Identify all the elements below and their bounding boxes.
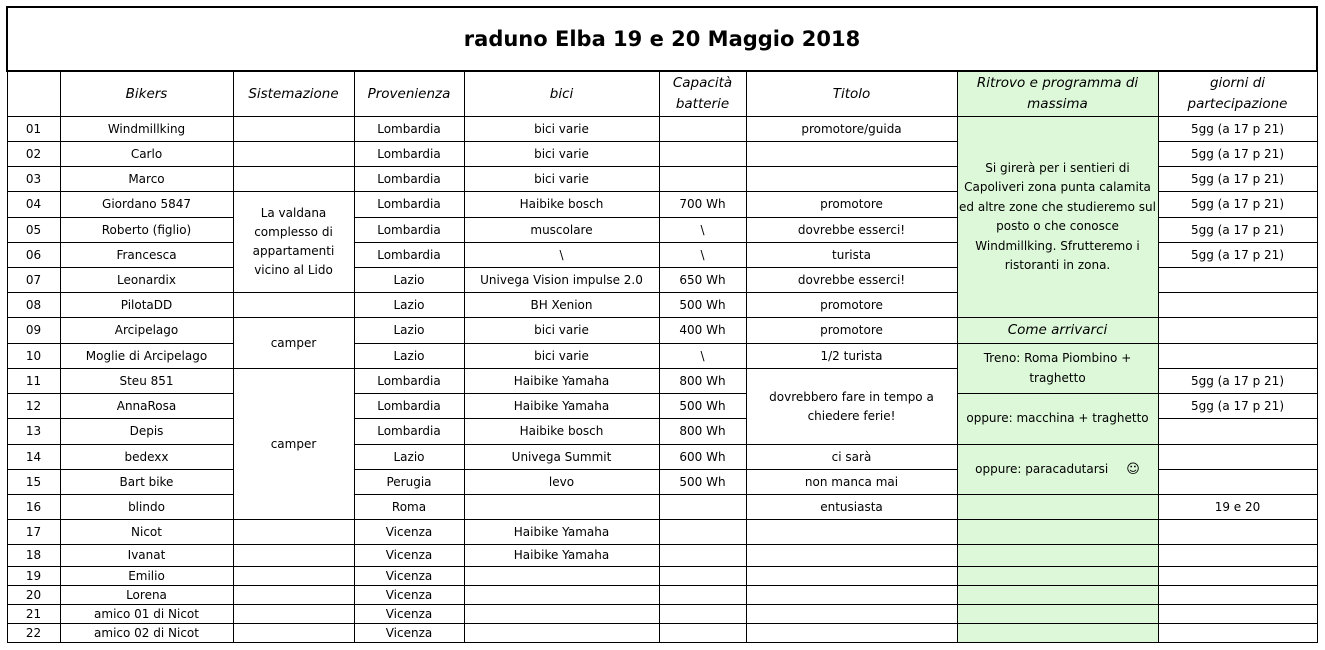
provenienza-cell: Lombardia xyxy=(354,192,464,218)
provenienza-cell: Vicenza xyxy=(354,545,464,567)
bici-cell: bici varie xyxy=(464,318,659,344)
titolo-cell: promotore xyxy=(746,293,957,318)
come-arrivarci-heading-label: Come arrivarci xyxy=(1007,322,1108,338)
titolo-cell xyxy=(746,545,957,567)
capacita-cell xyxy=(659,142,746,167)
header-provenienza: Provenienza xyxy=(354,71,464,117)
biker-name: Giordano 5847 xyxy=(60,192,233,218)
titolo-cell: promotore/guida xyxy=(746,117,957,142)
giorni-cell xyxy=(1158,624,1317,643)
table-row xyxy=(7,624,1317,643)
titolo-cell: turista xyxy=(746,243,957,268)
provenienza-cell: Vicenza xyxy=(354,520,464,545)
header-sistemazione: Sistemazione xyxy=(233,71,354,117)
capacita-cell xyxy=(659,624,746,643)
programma-text xyxy=(957,117,1158,318)
table-row xyxy=(7,394,1317,419)
giorni-cell: 5gg (a 17 p 21) xyxy=(1158,117,1317,142)
bici-cell: \ xyxy=(464,243,659,268)
capacita-cell xyxy=(659,520,746,545)
capacita-cell: 800 Wh xyxy=(659,369,746,394)
capacita-cell xyxy=(659,586,746,605)
row-number: 17 xyxy=(7,520,60,545)
table-row xyxy=(7,495,1317,520)
row-number: 10 xyxy=(7,344,60,369)
titolo-cell: promotore xyxy=(746,192,957,218)
sistemazione-cell xyxy=(233,167,354,192)
programma-cell xyxy=(957,495,1158,520)
table-row xyxy=(7,605,1317,624)
row-number: 04 xyxy=(7,192,60,218)
giorni-cell xyxy=(1158,586,1317,605)
titolo-cell: dovrebbe esserci! xyxy=(746,268,957,293)
bici-cell xyxy=(464,605,659,624)
participants-table xyxy=(6,6,1318,643)
provenienza-cell: Lazio xyxy=(354,318,464,344)
bici-cell: Haibike Yamaha xyxy=(464,545,659,567)
provenienza-cell: Lazio xyxy=(354,445,464,470)
titolo-cell: dovrebbe esserci! xyxy=(746,218,957,243)
capacita-cell: \ xyxy=(659,344,746,369)
giorni-cell xyxy=(1158,293,1317,318)
biker-name: AnnaRosa xyxy=(60,394,233,419)
giorni-cell: 5gg (a 17 p 21) xyxy=(1158,243,1317,268)
bici-cell: Haibike bosch xyxy=(464,419,659,445)
header-capacita: Capacità batterie xyxy=(659,71,746,117)
programma-cell xyxy=(957,624,1158,643)
paracadute-info-label: oppure: paracadutarsi xyxy=(975,461,1109,476)
table-row xyxy=(7,586,1317,605)
row-number: 03 xyxy=(7,167,60,192)
provenienza-cell: Lombardia xyxy=(354,117,464,142)
sistemazione-cell xyxy=(233,605,354,624)
giorni-cell xyxy=(1158,470,1317,495)
capacita-cell: 500 Wh xyxy=(659,470,746,495)
sistemazione-valdana: La valdana complesso di appartamenti vicino al Lido xyxy=(233,192,354,293)
biker-name: amico 01 di Nicot xyxy=(60,605,233,624)
bici-cell: levo xyxy=(464,470,659,495)
row-number: 18 xyxy=(7,545,60,567)
giorni-cell xyxy=(1158,545,1317,567)
capacita-cell xyxy=(659,495,746,520)
giorni-cell: 5gg (a 17 p 21) xyxy=(1158,394,1317,419)
sistemazione-camper: camper xyxy=(233,369,354,520)
header-bikers: Bikers xyxy=(60,71,233,117)
table-row xyxy=(7,520,1317,545)
biker-name: Bart bike xyxy=(60,470,233,495)
titolo-ferie: dovrebbero fare in tempo a chiedere ferie! xyxy=(746,369,957,445)
row-number: 11 xyxy=(7,369,60,394)
biker-name: amico 02 di Nicot xyxy=(60,624,233,643)
sistemazione-cell xyxy=(233,293,354,318)
sistemazione-cell xyxy=(233,567,354,586)
biker-name: Moglie di Arcipelago xyxy=(60,344,233,369)
biker-name: Carlo xyxy=(60,142,233,167)
giorni-cell xyxy=(1158,318,1317,344)
sistemazione-cell xyxy=(233,586,354,605)
provenienza-cell: Vicenza xyxy=(354,586,464,605)
table-row xyxy=(7,445,1317,470)
bici-cell: bici varie xyxy=(464,142,659,167)
smiley-icon: ☺ xyxy=(1126,461,1140,477)
capacita-cell: \ xyxy=(659,243,746,268)
capacita-cell xyxy=(659,567,746,586)
capacita-cell: 800 Wh xyxy=(659,419,746,445)
sistemazione-cell xyxy=(233,142,354,167)
bici-cell: bici varie xyxy=(464,344,659,369)
row-number: 14 xyxy=(7,445,60,470)
capacita-cell: 650 Wh xyxy=(659,268,746,293)
titolo-cell xyxy=(746,520,957,545)
provenienza-cell: Roma xyxy=(354,495,464,520)
capacita-cell xyxy=(659,605,746,624)
biker-name: Windmillking xyxy=(60,117,233,142)
header-titolo: Titolo xyxy=(746,71,957,117)
biker-name: Depis xyxy=(60,419,233,445)
giorni-cell: 19 e 20 xyxy=(1158,495,1317,520)
capacita-cell: 500 Wh xyxy=(659,394,746,419)
programma-cell xyxy=(957,586,1158,605)
biker-name: bedexx xyxy=(60,445,233,470)
row-number: 01 xyxy=(7,117,60,142)
giorni-cell xyxy=(1158,520,1317,545)
provenienza-cell: Lombardia xyxy=(354,218,464,243)
titolo-cell xyxy=(746,142,957,167)
table-row xyxy=(7,318,1317,344)
giorni-cell xyxy=(1158,605,1317,624)
table-row xyxy=(7,344,1317,369)
programma-text-label: Si girerà per i sentieri di Capoliveri zona punta calamita ed altre zone che studieremo sul posto o che conosce Windmillking. Sfrutteremo i ristoranti in zona. xyxy=(959,160,1156,272)
biker-name: PilotaDD xyxy=(60,293,233,318)
giorni-cell xyxy=(1158,344,1317,369)
biker-name: Roberto (figlio) xyxy=(60,218,233,243)
biker-name: Francesca xyxy=(60,243,233,268)
biker-name: Lorena xyxy=(60,586,233,605)
titolo-cell xyxy=(746,605,957,624)
bici-cell: bici varie xyxy=(464,117,659,142)
table-row xyxy=(7,545,1317,567)
bici-cell: Haibike Yamaha xyxy=(464,394,659,419)
row-number: 02 xyxy=(7,142,60,167)
bici-cell xyxy=(464,624,659,643)
header-ritrovo: Ritrovo e programma di massima xyxy=(957,71,1158,117)
sistemazione-cell xyxy=(233,117,354,142)
bici-cell: bici varie xyxy=(464,167,659,192)
header-giorni: giorni di partecipazione xyxy=(1158,71,1317,117)
provenienza-cell: Lazio xyxy=(354,268,464,293)
biker-name: Nicot xyxy=(60,520,233,545)
biker-name: Leonardix xyxy=(60,268,233,293)
biker-name: Ivanat xyxy=(60,545,233,567)
titolo-cell: non manca mai xyxy=(746,470,957,495)
titolo-cell: entusiasta xyxy=(746,495,957,520)
giorni-cell xyxy=(1158,268,1317,293)
table-row xyxy=(7,567,1317,586)
provenienza-cell: Lazio xyxy=(354,344,464,369)
sistemazione-camper: camper xyxy=(233,318,354,369)
biker-name: Steu 851 xyxy=(60,369,233,394)
biker-name: Arcipelago xyxy=(60,318,233,344)
titolo-cell xyxy=(746,624,957,643)
capacita-cell: 400 Wh xyxy=(659,318,746,344)
row-number: 19 xyxy=(7,567,60,586)
treno-info xyxy=(957,344,1158,394)
table-row xyxy=(7,117,1317,142)
bici-cell: Haibike bosch xyxy=(464,192,659,218)
bici-cell xyxy=(464,586,659,605)
bici-cell xyxy=(464,495,659,520)
capacita-cell: 500 Wh xyxy=(659,293,746,318)
giorni-cell: 5gg (a 17 p 21) xyxy=(1158,142,1317,167)
titolo-cell: promotore xyxy=(746,318,957,344)
biker-name: Marco xyxy=(60,167,233,192)
bici-cell: Univega Vision impulse 2.0 xyxy=(464,268,659,293)
header-bici: bici xyxy=(464,71,659,117)
biker-name: Emilio xyxy=(60,567,233,586)
giorni-cell: 5gg (a 17 p 21) xyxy=(1158,192,1317,218)
row-number: 21 xyxy=(7,605,60,624)
giorni-cell: 5gg (a 17 p 21) xyxy=(1158,167,1317,192)
giorni-cell xyxy=(1158,445,1317,470)
provenienza-cell: Lombardia xyxy=(354,394,464,419)
titolo-cell xyxy=(746,167,957,192)
biker-name: blindo xyxy=(60,495,233,520)
row-number: 12 xyxy=(7,394,60,419)
macchina-info-label: oppure: macchina + traghetto xyxy=(966,411,1149,426)
programma-cell xyxy=(957,605,1158,624)
provenienza-cell: Lombardia xyxy=(354,142,464,167)
macchina-info xyxy=(957,394,1158,445)
titolo-cell xyxy=(746,586,957,605)
row-number: 22 xyxy=(7,624,60,643)
titolo-cell xyxy=(746,567,957,586)
sistemazione-cell xyxy=(233,545,354,567)
giorni-cell xyxy=(1158,419,1317,445)
provenienza-cell: Vicenza xyxy=(354,605,464,624)
capacita-cell xyxy=(659,167,746,192)
sistemazione-cell xyxy=(233,624,354,643)
header-number xyxy=(7,71,60,117)
row-number: 09 xyxy=(7,318,60,344)
capacita-cell: 700 Wh xyxy=(659,192,746,218)
capacita-cell: \ xyxy=(659,218,746,243)
programma-cell xyxy=(957,567,1158,586)
provenienza-cell: Lombardia xyxy=(354,419,464,445)
row-number: 15 xyxy=(7,470,60,495)
row-number: 06 xyxy=(7,243,60,268)
provenienza-cell: Vicenza xyxy=(354,567,464,586)
programma-cell xyxy=(957,520,1158,545)
titolo-cell: 1/2 turista xyxy=(746,344,957,369)
provenienza-cell: Perugia xyxy=(354,470,464,495)
bici-cell xyxy=(464,567,659,586)
giorni-cell: 5gg (a 17 p 21) xyxy=(1158,218,1317,243)
giorni-cell xyxy=(1158,567,1317,586)
bici-cell: Univega Summit xyxy=(464,445,659,470)
provenienza-cell: Lombardia xyxy=(354,167,464,192)
paracadute-info xyxy=(957,445,1158,495)
row-number: 07 xyxy=(7,268,60,293)
bici-cell: Haibike Yamaha xyxy=(464,369,659,394)
row-number: 13 xyxy=(7,419,60,445)
capacita-cell xyxy=(659,117,746,142)
row-number: 16 xyxy=(7,495,60,520)
row-number: 05 xyxy=(7,218,60,243)
titolo-cell: ci sarà xyxy=(746,445,957,470)
come-arrivarci-heading xyxy=(957,318,1158,344)
bici-cell: muscolare xyxy=(464,218,659,243)
row-number: 08 xyxy=(7,293,60,318)
provenienza-cell: Lombardia xyxy=(354,243,464,268)
sistemazione-cell xyxy=(233,520,354,545)
bici-cell: Haibike Yamaha xyxy=(464,520,659,545)
sheet-title: raduno Elba 19 e 20 Maggio 2018 xyxy=(7,7,1317,71)
row-number: 20 xyxy=(7,586,60,605)
provenienza-cell: Lazio xyxy=(354,293,464,318)
treno-info-label: Treno: Roma Piombino + traghetto xyxy=(983,351,1132,385)
provenienza-cell: Vicenza xyxy=(354,624,464,643)
programma-cell xyxy=(957,545,1158,567)
capacita-cell xyxy=(659,545,746,567)
giorni-cell: 5gg (a 17 p 21) xyxy=(1158,369,1317,394)
provenienza-cell: Lombardia xyxy=(354,369,464,394)
capacita-cell: 600 Wh xyxy=(659,445,746,470)
bici-cell: BH Xenion xyxy=(464,293,659,318)
